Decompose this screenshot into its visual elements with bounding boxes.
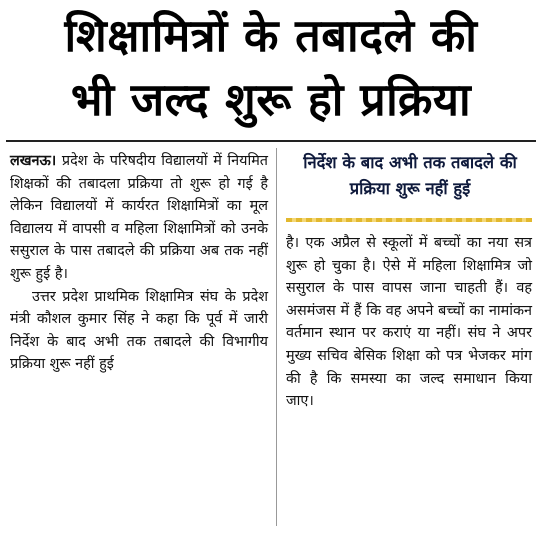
- dateline: लखनऊ।: [10, 153, 57, 169]
- paragraph-1-text: प्रदेश के परिषदीय विद्यालयों में नियमित शिक्षकों की तबादला प्रक्रिया तो शुरू हो गई है लेकिन विद्यालयों में कार्यरत शिक्षामित्रों का मूल विद्यालय में वापसी व महिला शिक्षामित्रों को उनके ससुराल के पास तबादले की प्रक्रिया अब तक नहीं शुरू हुई है।: [10, 153, 269, 282]
- article-paragraph-3: है। एक अप्रैल से स्कूलों में बच्चों का नया सत्र शुरू हो चुका है। ऐसे में महिला शिक्षामित्र जो ससुराल के पास वापस जाना चाहती हैं। वह असमंजस में हैं कि वह अपने बच्चों का नामांकन वर्तमान स्थान पर कराएं या नहीं। संघ ने अपर मुख्य सचिव बेसिक शिक्षा को पत्र भेजकर मांग की है कि समस्या का जल्द समाधान किया जाए।: [286, 235, 532, 410]
- article-paragraph-2: उत्तर प्रदेश प्राथमिक शिक्षामित्र संघ के प्रदेश मंत्री कौशल कुमार सिंह ने कहा कि पूर्व में जारी निर्देश के बाद अभी तक तबादले की विभागीय प्रक्रिया शुरू नहीं हुई: [10, 288, 268, 373]
- headline: [8, 4, 534, 132]
- subheadline-underline: [286, 218, 532, 222]
- headline-line-1: शिक्षामित्रों के तबादले की: [64, 9, 478, 62]
- column-divider: [276, 148, 277, 526]
- article-column-left: [10, 150, 268, 376]
- headline-line-2: भी जल्द शुरू हो प्रक्रिया: [70, 73, 472, 126]
- subheadline: निर्देश के बाद अभी तक तबादले की प्रक्रिया शुरू नहीं हुई: [303, 153, 517, 198]
- headline-divider: [6, 140, 536, 142]
- article-paragraph-1: [10, 150, 268, 286]
- article-column-right: [286, 232, 532, 413]
